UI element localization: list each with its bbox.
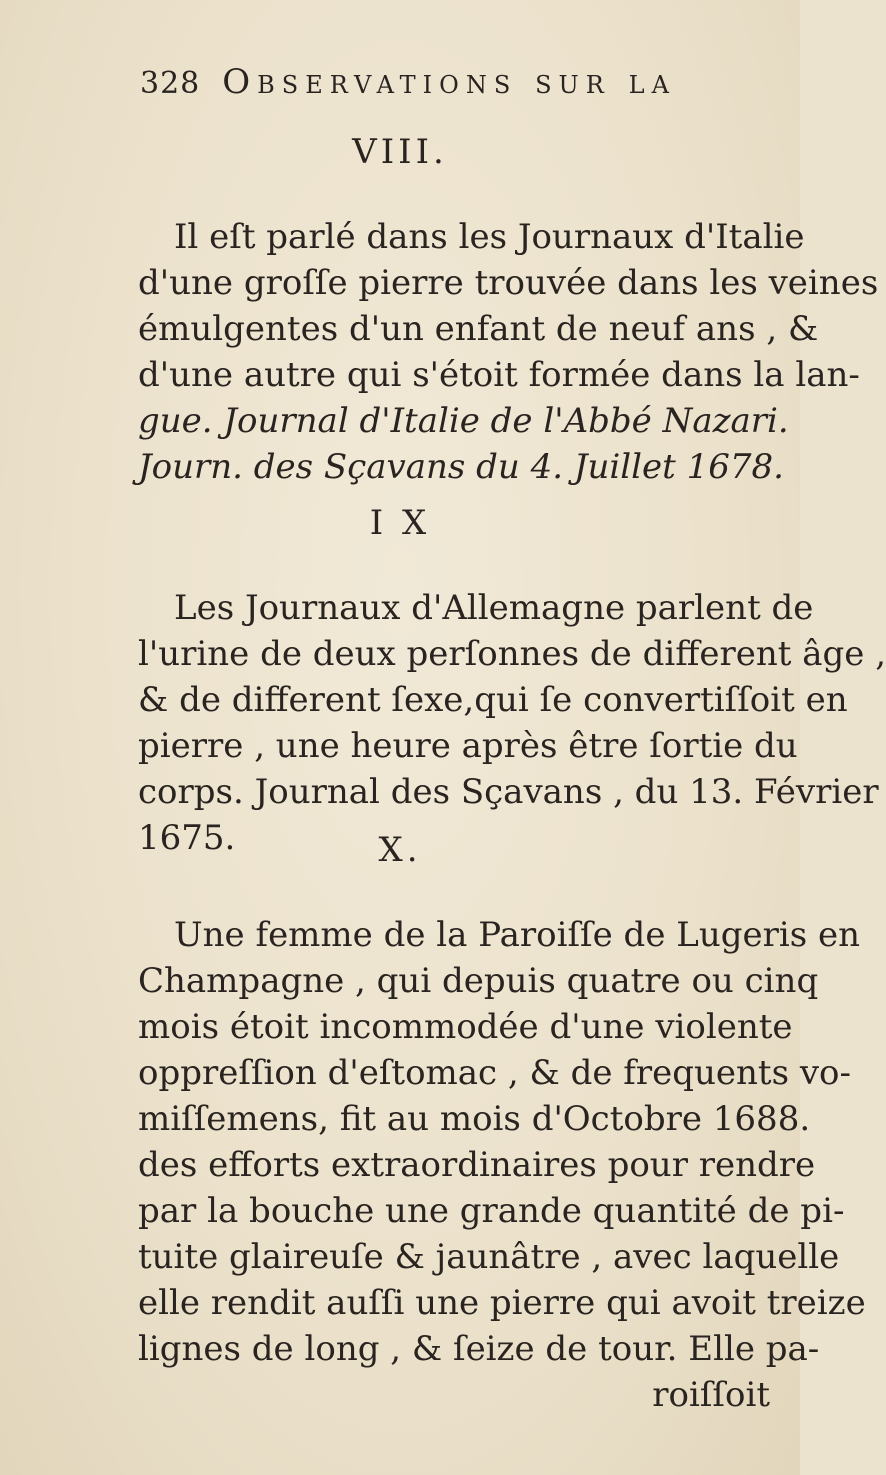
text-line: & de different ſexe,qui ſe convertiſſoit en	[138, 680, 848, 720]
text-line-citation: gue. Journal d'Italie de l'Abbé Nazari.	[138, 401, 789, 441]
text-line: par la bouche une grande quantité de pi-	[138, 1191, 845, 1231]
section-heading-ix: I X	[369, 503, 431, 543]
text-line: Champagne , qui depuis quatre ou cinq	[138, 961, 819, 1001]
text-line: tuite glaireuſe & jaunâtre , avec laquelle	[138, 1237, 840, 1277]
paragraph-x	[138, 912, 866, 1418]
text-line: Il eſt parlé dans les Journaux d'Italie	[174, 217, 805, 257]
running-header	[140, 62, 700, 102]
catchword: roiſſoit	[652, 1375, 770, 1415]
text-line: émulgentes d'un enfant de neuf ans , &	[138, 309, 819, 349]
section-heading-x: X.	[378, 830, 422, 870]
text-line: lignes de long , & ſeize de tour. Elle pa-	[138, 1329, 820, 1369]
text-line: Une femme de la Paroiſſe de Lugeris en	[174, 915, 861, 955]
page-number: 328	[140, 66, 201, 101]
text-line: miſſemens, fit au mois d'Octobre 1688.	[138, 1099, 811, 1139]
text-line: mois étoit incommodée d'une violente	[138, 1007, 793, 1047]
text-line: d'une autre qui s'étoit formée dans la lan-	[138, 355, 860, 395]
text-line: Les Journaux d'Allemagne parlent de	[174, 588, 814, 628]
text-line: oppreſſion d'eſtomac , & de frequents vo-	[138, 1053, 852, 1093]
running-title: Observations sur la	[222, 62, 676, 102]
text-line: d'une groſſe pierre trouvée dans les veines	[138, 263, 879, 303]
text-line: elle rendit auſſi une pierre qui avoit treize	[138, 1283, 866, 1323]
paragraph-viii	[138, 214, 879, 490]
text-line: 1675.	[138, 818, 236, 858]
text-line-citation: Journ. des Sçavans du 4. Juillet 1678.	[138, 447, 784, 487]
text-line: corps. Journal des Sçavans , du 13. Février	[138, 772, 879, 812]
text-line: des efforts extraordinaires pour rendre	[138, 1145, 816, 1185]
text-line: pierre , une heure après être ſortie du	[138, 726, 798, 766]
text-line: l'urine de deux perſonnes de different âge ,	[138, 634, 886, 674]
paragraph-ix	[138, 585, 886, 861]
section-heading-viii: VIII.	[352, 132, 448, 172]
